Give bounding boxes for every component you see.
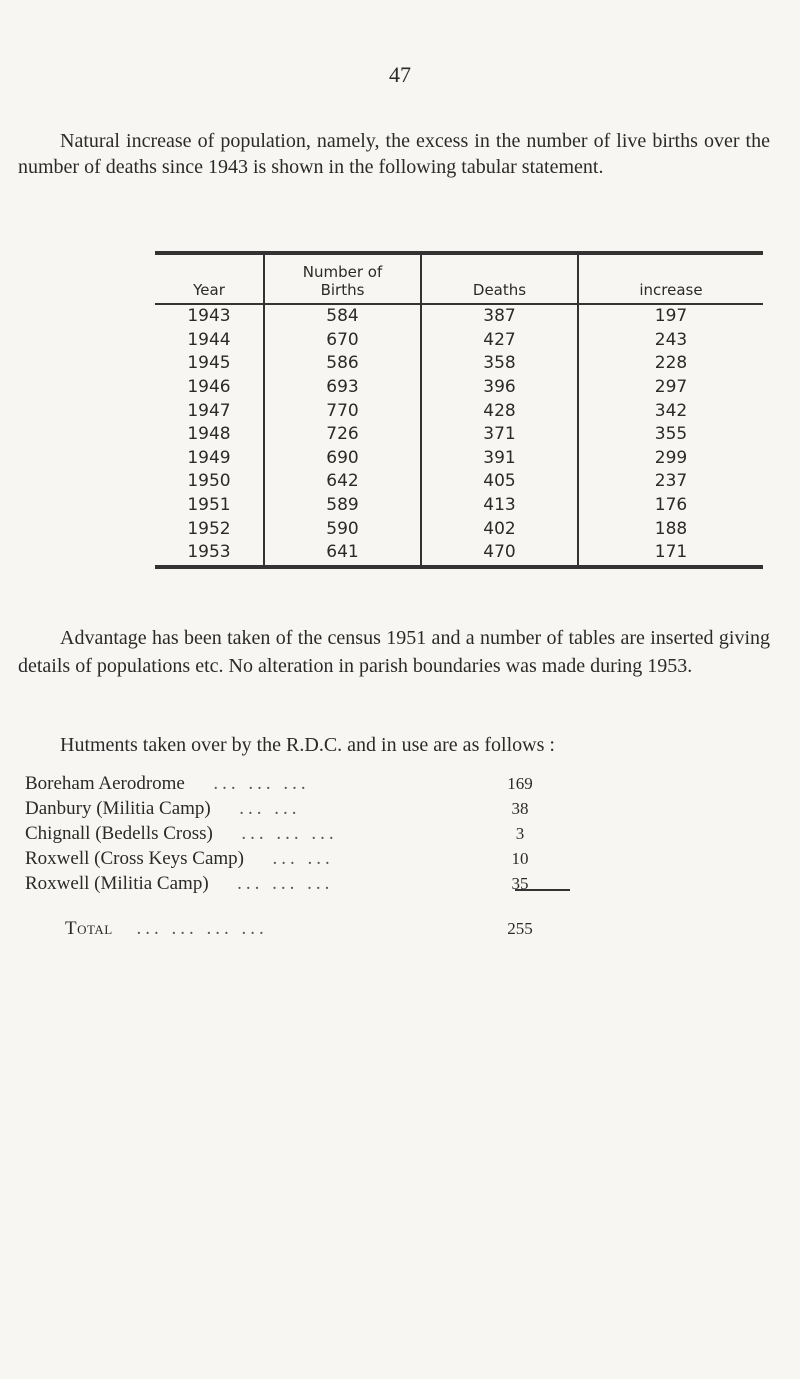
table-row bbox=[155, 399, 763, 423]
cell-deaths: 358 bbox=[421, 352, 578, 376]
total-label: Total bbox=[65, 918, 113, 939]
hutment-name-cell bbox=[25, 846, 475, 871]
cell-births: 641 bbox=[264, 541, 421, 567]
hutment-item bbox=[25, 821, 585, 846]
cell-deaths: 413 bbox=[421, 494, 578, 518]
hutment-dots: ... ... ... bbox=[237, 873, 334, 894]
cell-year: 1947 bbox=[187, 400, 231, 421]
cell-year: 1951 bbox=[187, 495, 231, 516]
cell-year: 1953 bbox=[187, 542, 231, 563]
cell-deaths: 402 bbox=[421, 517, 578, 541]
header-increase: increase bbox=[578, 253, 763, 304]
hutment-name: Danbury (Militia Camp) bbox=[25, 798, 211, 819]
table-body bbox=[155, 304, 763, 567]
hutment-item bbox=[25, 771, 585, 796]
header-deaths: Deaths bbox=[421, 253, 578, 304]
cell-year: 1945 bbox=[187, 353, 231, 374]
cell-year: 1950 bbox=[187, 471, 231, 492]
cell-year: 1952 bbox=[187, 518, 231, 539]
cell-deaths: 405 bbox=[421, 470, 578, 494]
cell-increase: 188 bbox=[578, 517, 763, 541]
hutment-count: 3 bbox=[515, 824, 525, 843]
cell-births: 586 bbox=[264, 352, 421, 376]
cell-deaths: 470 bbox=[421, 541, 578, 567]
cell-births: 690 bbox=[264, 447, 421, 471]
cell-births: 589 bbox=[264, 494, 421, 518]
cell-births: 584 bbox=[264, 304, 421, 329]
hutment-name: Boreham Aerodrome bbox=[25, 773, 185, 794]
hutment-dots: ... ... bbox=[272, 848, 334, 869]
table-row bbox=[155, 423, 763, 447]
table-row bbox=[155, 376, 763, 400]
cell-increase: 355 bbox=[578, 423, 763, 447]
total-dots: ... ... ... ... bbox=[136, 918, 268, 939]
table-row bbox=[155, 329, 763, 353]
cell-increase: 197 bbox=[578, 304, 763, 329]
cell-deaths: 391 bbox=[421, 447, 578, 471]
hutments-list bbox=[25, 771, 585, 941]
page-number: 47 bbox=[389, 62, 411, 87]
cell-deaths: 428 bbox=[421, 399, 578, 423]
hutment-item bbox=[25, 846, 585, 871]
hutment-name: Roxwell (Militia Camp) bbox=[25, 873, 209, 894]
table-row bbox=[155, 541, 763, 567]
cell-year: 1943 bbox=[187, 306, 231, 327]
cell-births: 670 bbox=[264, 329, 421, 353]
cell-increase: 299 bbox=[578, 447, 763, 471]
table-row bbox=[155, 470, 763, 494]
hutment-name: Chignall (Bedells Cross) bbox=[25, 823, 213, 844]
hutment-name-cell bbox=[25, 796, 475, 821]
cell-deaths: 371 bbox=[421, 423, 578, 447]
cell-births: 642 bbox=[264, 470, 421, 494]
cell-year: 1944 bbox=[187, 329, 231, 350]
cell-deaths: 387 bbox=[421, 304, 578, 329]
hutments-items bbox=[25, 771, 585, 896]
cell-increase: 243 bbox=[578, 329, 763, 353]
hutments-intro-text: Hutments taken over by the R.D.C. and in use are as follows : bbox=[60, 734, 555, 756]
hutment-count: 35 bbox=[511, 874, 529, 893]
total-value: 255 bbox=[507, 919, 533, 938]
intro-text: Natural increase of population, namely, the excess in the number of live births over the number of deaths since 1943 is shown in the following tabular statement. bbox=[18, 130, 770, 178]
hutment-item bbox=[25, 796, 585, 821]
table-row bbox=[155, 447, 763, 471]
census-text: Advantage has been taken of the census 1951 and a number of tables are inserted giving details of populations etc. No alteration in parish boundaries was made during 1953. bbox=[18, 627, 770, 677]
hutment-name: Roxwell (Cross Keys Camp) bbox=[25, 848, 245, 869]
cell-year: 1946 bbox=[187, 377, 231, 398]
hutment-item bbox=[25, 871, 585, 896]
hutment-dots: ... ... ... bbox=[241, 823, 338, 844]
hutment-dots: ... ... ... bbox=[213, 773, 310, 794]
hutments-total-row bbox=[25, 916, 585, 941]
hutment-count: 169 bbox=[507, 774, 533, 793]
hutment-count: 10 bbox=[511, 849, 529, 868]
cell-increase: 176 bbox=[578, 494, 763, 518]
hutment-name-cell bbox=[25, 871, 475, 896]
cell-deaths: 396 bbox=[421, 376, 578, 400]
census-paragraph bbox=[18, 624, 770, 680]
cell-increase: 342 bbox=[578, 399, 763, 423]
header-year: Year bbox=[155, 253, 264, 304]
cell-year: 1949 bbox=[187, 447, 231, 468]
cell-births: 770 bbox=[264, 399, 421, 423]
total-underline bbox=[515, 889, 570, 891]
cell-increase: 237 bbox=[578, 470, 763, 494]
header-births: Number of Births bbox=[264, 253, 421, 304]
cell-births: 693 bbox=[264, 376, 421, 400]
intro-paragraph bbox=[18, 128, 770, 180]
hutment-name-cell bbox=[25, 821, 475, 846]
cell-increase: 171 bbox=[578, 541, 763, 567]
cell-increase: 297 bbox=[578, 376, 763, 400]
cell-births: 590 bbox=[264, 517, 421, 541]
hutment-dots: ... ... bbox=[239, 798, 301, 819]
cell-year: 1948 bbox=[187, 424, 231, 445]
cell-increase: 228 bbox=[578, 352, 763, 376]
table-row bbox=[155, 494, 763, 518]
cell-births: 726 bbox=[264, 423, 421, 447]
hutment-name-cell bbox=[25, 771, 475, 796]
table-row bbox=[155, 304, 763, 329]
table-header-row bbox=[155, 253, 763, 304]
total-label-cell bbox=[25, 916, 475, 941]
table-row bbox=[155, 352, 763, 376]
table-row bbox=[155, 517, 763, 541]
hutments-intro-paragraph bbox=[18, 731, 798, 759]
hutment-count: 38 bbox=[511, 799, 529, 818]
cell-deaths: 427 bbox=[421, 329, 578, 353]
population-table bbox=[155, 251, 763, 569]
